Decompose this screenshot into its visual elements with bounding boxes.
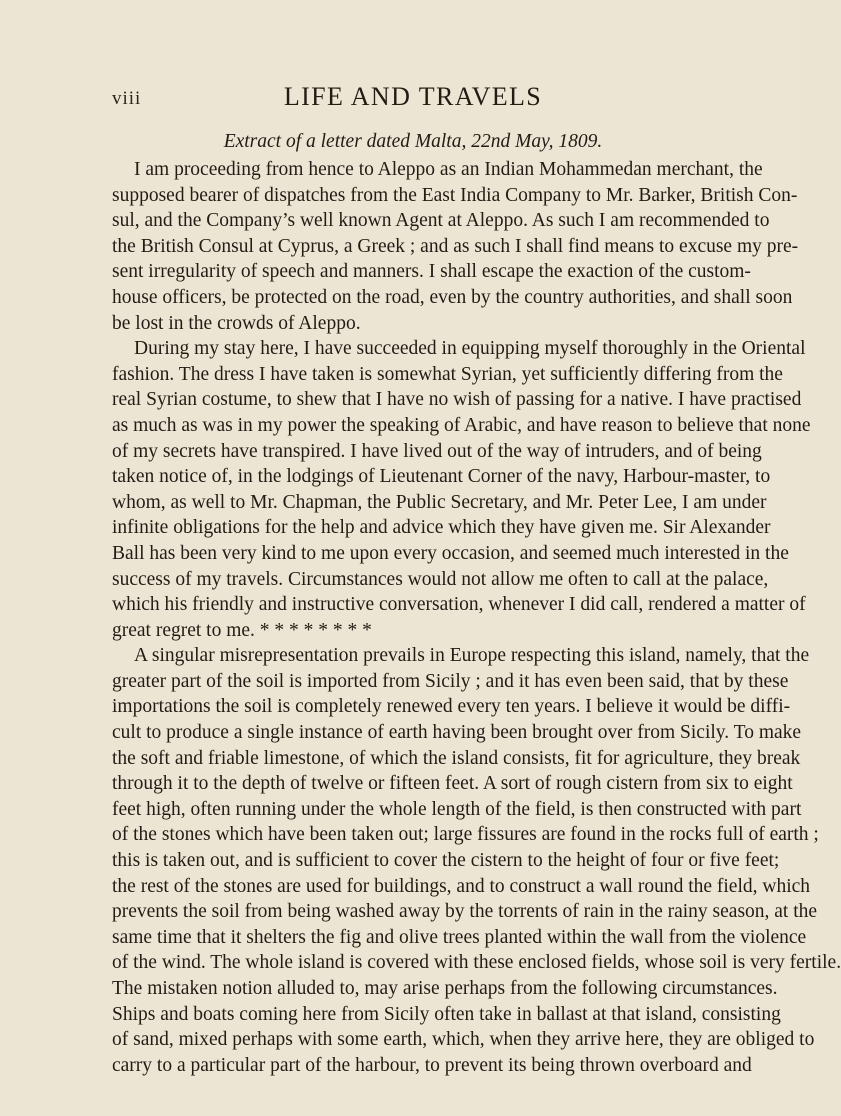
text-line: the British Consul at Cyprus, a Greek ; and as such I shall find means to excuse my pre- bbox=[112, 235, 799, 257]
text-line: the rest of the stones are used for buildings, and to construct a wall round the field, which bbox=[112, 875, 811, 897]
text-line: A singular misrepresentation prevails in Europe respecting this island, namely, that the bbox=[134, 645, 810, 667]
text-line: success of my travels. Circumstances would not allow me often to call at the palace, bbox=[112, 568, 769, 590]
text-line: greater part of the soil is imported from Sicily ; and it has even been said, that by these bbox=[112, 670, 789, 692]
text-line: The mistaken notion alluded to, may arise perhaps from the following circumstances. bbox=[112, 978, 778, 999]
letter-text-block bbox=[112, 127, 841, 1078]
text-line: which his friendly and instructive conversation, whenever I did call, rendered a matter of bbox=[112, 594, 806, 616]
text-line: house officers, be protected on the road, even by the country authorities, and shall soon bbox=[112, 286, 793, 308]
text-line: infinite obligations for the help and advice which they have given me. Sir Alexander bbox=[112, 517, 771, 539]
text-line: Ball has been very kind to me upon every occasion, and seemed much interested in the bbox=[112, 542, 789, 564]
text-line: prevents the soil from being washed away by the torrents of rain in the rainy season, at the bbox=[112, 901, 818, 923]
text-line: through it to the depth of twelve or fifteen feet. A sort of rough cistern from six to eight bbox=[112, 773, 793, 795]
text-line: of the stones which have been taken out; large fissures are found in the rocks full of earth ; bbox=[112, 824, 819, 846]
text-line: supposed bearer of dispatches from the East India Company to Mr. Barker, British Con- bbox=[112, 184, 798, 206]
text-line: of sand, mixed perhaps with some earth, which, when they arrive here, they are obliged to bbox=[112, 1029, 815, 1051]
text-line: this is taken out, and is sufficient to cover the cistern to the height of four or five feet; bbox=[112, 850, 780, 872]
text-line: taken notice of, in the lodgings of Lieutenant Corner of the navy, Harbour-master, to bbox=[112, 466, 771, 488]
letter-heading: Extract of a letter dated Malta, 22nd May, 1809. bbox=[223, 131, 603, 152]
text-line: feet high, often running under the whole length of the field, is then constructed with part bbox=[112, 798, 802, 820]
running-head bbox=[112, 82, 714, 116]
text-line: I am proceeding from hence to Aleppo as an Indian Mohammedan merchant, the bbox=[134, 159, 763, 180]
letter-body bbox=[112, 157, 841, 1078]
text-line: fashion. The dress I have taken is somewhat Syrian, yet sufficiently differing from the bbox=[112, 363, 783, 385]
text-line: as much as was in my power the speaking of Arabic, and have reason to believe that none bbox=[112, 414, 811, 436]
text-line: of my secrets have transpired. I have lived out of the way of intruders, and of being bbox=[112, 440, 762, 462]
text-line: During my stay here, I have succeeded in equipping myself thoroughly in the Oriental bbox=[134, 338, 806, 360]
text-line: be lost in the crowds of Aleppo. bbox=[112, 312, 361, 334]
text-line: importations the soil is completely renewed every ten years. I believe it would be diffi- bbox=[112, 696, 791, 718]
page-number: viii bbox=[112, 88, 142, 109]
text-line: great regret to me. * * * * * * * * bbox=[112, 619, 372, 641]
running-title: LIFE AND TRAVELS bbox=[283, 82, 543, 111]
text-line: cult to produce a single instance of earth having been brought over from Sicily. To make bbox=[112, 722, 802, 744]
text-line: of the wind. The whole island is covered with these enclosed fields, whose soil is very fertile. bbox=[112, 952, 841, 974]
text-line: the soft and friable limestone, of which the island consists, fit for agriculture, they break bbox=[112, 747, 801, 769]
text-line: same time that it shelters the fig and olive trees planted within the wall from the violence bbox=[112, 926, 807, 948]
text-line: whom, as well to Mr. Chapman, the Public Secretary, and Mr. Peter Lee, I am under bbox=[112, 491, 767, 513]
text-line: Ships and boats coming here from Sicily often take in ballast at that island, consisting bbox=[112, 1003, 781, 1025]
text-line: sent irregularity of speech and manners. I shall escape the exaction of the custom- bbox=[112, 261, 751, 283]
text-line: sul, and the Company’s well known Agent at Aleppo. As such I am recommended to bbox=[112, 210, 770, 232]
text-line: carry to a particular part of the harbour, to prevent its being thrown overboard and bbox=[112, 1054, 752, 1076]
text-line: real Syrian costume, to shew that I have no wish of passing for a native. I have practised bbox=[112, 389, 802, 411]
